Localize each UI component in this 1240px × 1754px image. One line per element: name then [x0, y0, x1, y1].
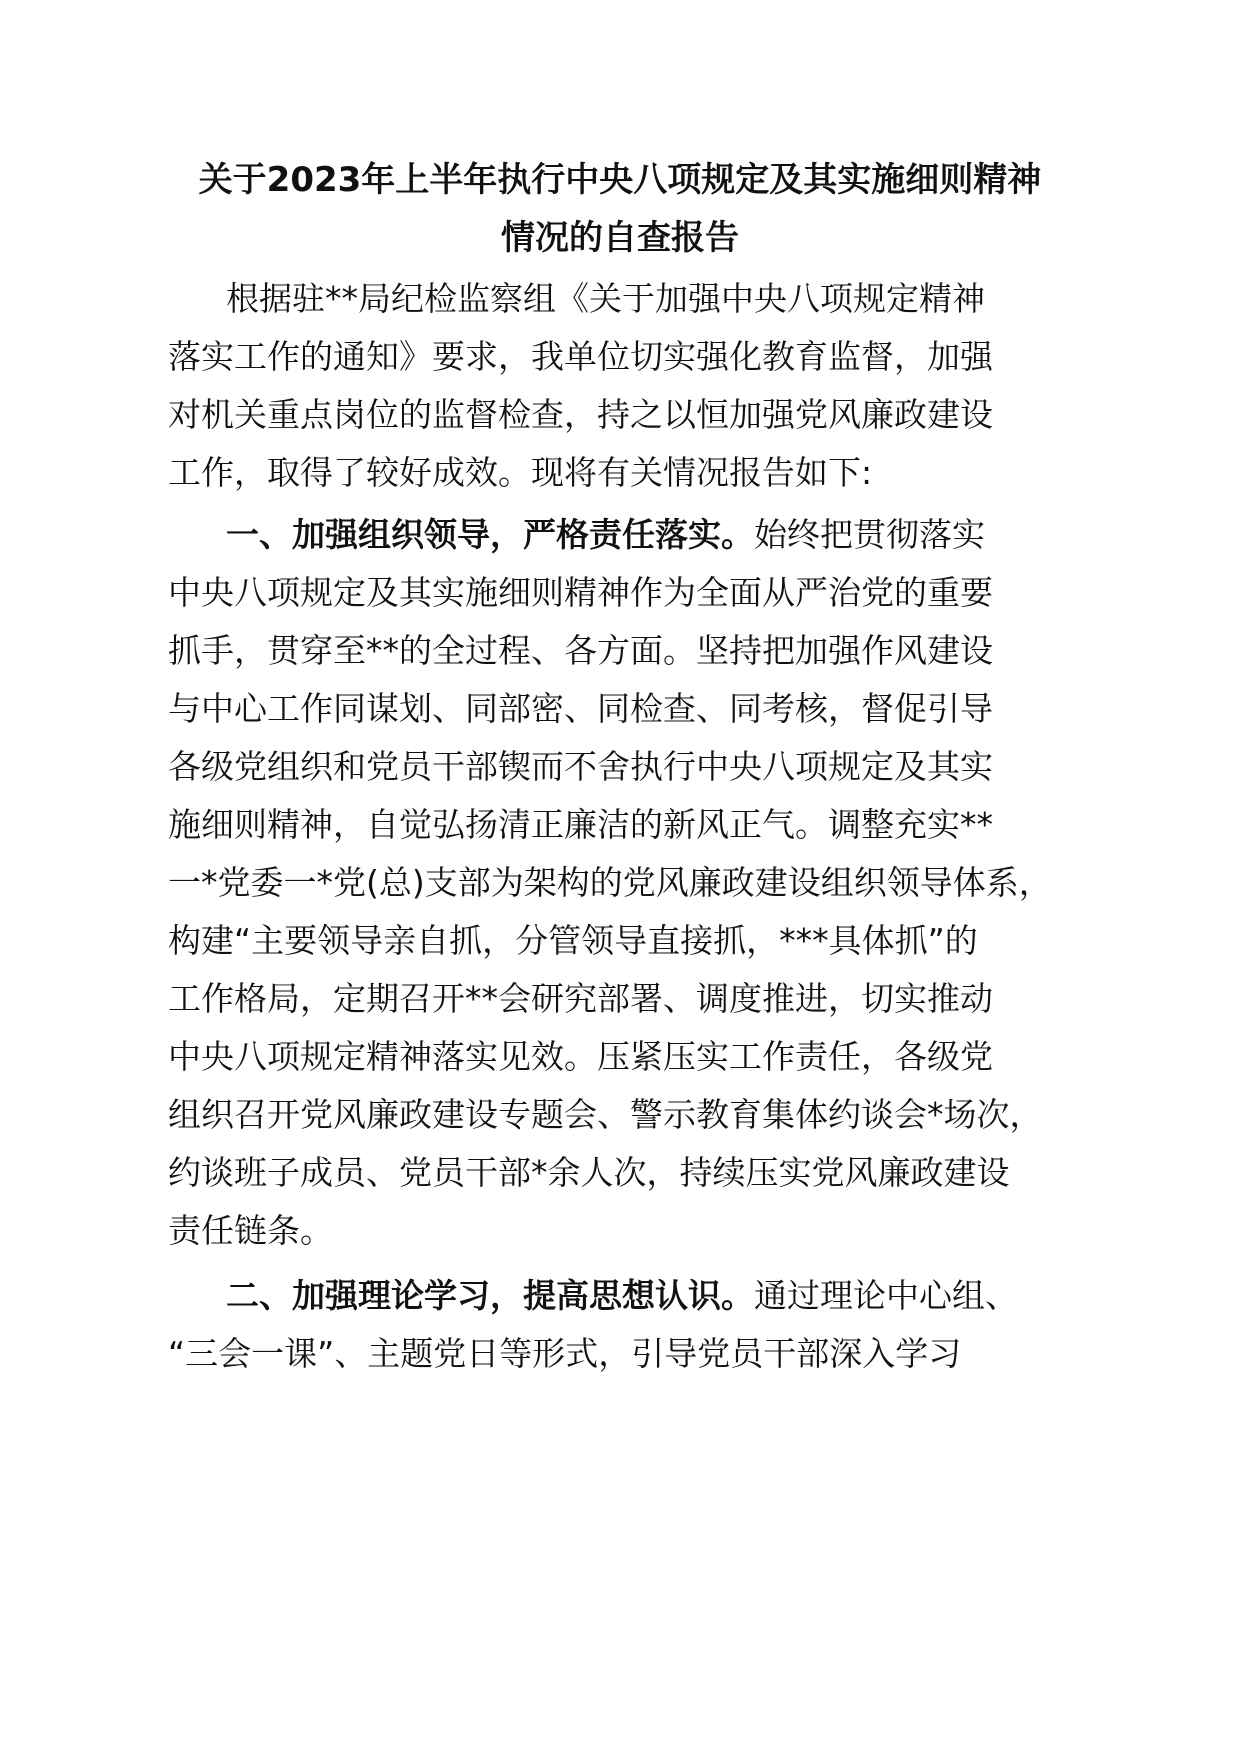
- intro-line-3: 对机关重点岗位的监督检查，持之以恒加强党风廉政建设: [168, 395, 993, 434]
- section2-first-line-text: 通过理论中心组、: [754, 1276, 1018, 1315]
- section1-first-line-text: 始终把贯彻落实: [754, 515, 985, 554]
- section1-line: 工作格局，定期召开**会研究部署、调度推进，切实推动: [168, 979, 993, 1018]
- section2-heading: 二、加强理论学习，提高思想认识。: [226, 1276, 754, 1315]
- section2-first-line: [226, 1276, 1018, 1316]
- section1-first-line: [226, 515, 985, 555]
- section1-heading: 一、加强组织领导，严格责任落实。: [226, 515, 754, 554]
- section1-line: 中央八项规定及其实施细则精神作为全面从严治党的重要: [168, 573, 993, 612]
- intro-line-4: 工作，取得了较好成效。现将有关情况报告如下:: [168, 453, 873, 492]
- section1-line: 责任链条。: [168, 1211, 333, 1250]
- section1-line: 与中心工作同谋划、同部密、同检查、同考核，督促引导: [168, 689, 993, 728]
- section1-line: 各级党组织和党员干部锲而不舍执行中央八项规定及其实: [168, 747, 993, 786]
- section1-line: 构建“主要领导亲自抓，分管领导直接抓，***具体抓”的: [168, 921, 978, 960]
- section1-line: 抓手，贯穿至**的全过程、各方面。坚持把加强作风建设: [168, 631, 993, 670]
- section1-line: 组织召开党风廉政建设专题会、警示教育集体约谈会*场次，: [168, 1095, 1043, 1134]
- section1-line: 施细则精神，自觉弘扬清正廉洁的新风正气。调整充实**: [168, 805, 993, 844]
- section1-line: 一*党委一*党(总)支部为架构的党风廉政建设组织领导体系，: [168, 863, 1052, 902]
- section2-line: “三会一课”、主题党日等形式，引导党员干部深入学习: [168, 1334, 962, 1373]
- intro-line-1: 根据驻**局纪检监察组《关于加强中央八项规定精神: [226, 279, 985, 318]
- document-title-line-1: 关于2023年上半年执行中央八项规定及其实施细则精神: [198, 160, 1042, 200]
- intro-line-2: 落实工作的通知》要求，我单位切实强化教育监督，加强: [168, 337, 993, 376]
- section1-line: 约谈班子成员、党员干部*余人次，持续压实党风廉政建设: [168, 1153, 1010, 1192]
- document-title-line-2: 情况的自查报告: [501, 218, 739, 258]
- section1-line: 中央八项规定精神落实见效。压紧压实工作责任，各级党: [168, 1037, 993, 1076]
